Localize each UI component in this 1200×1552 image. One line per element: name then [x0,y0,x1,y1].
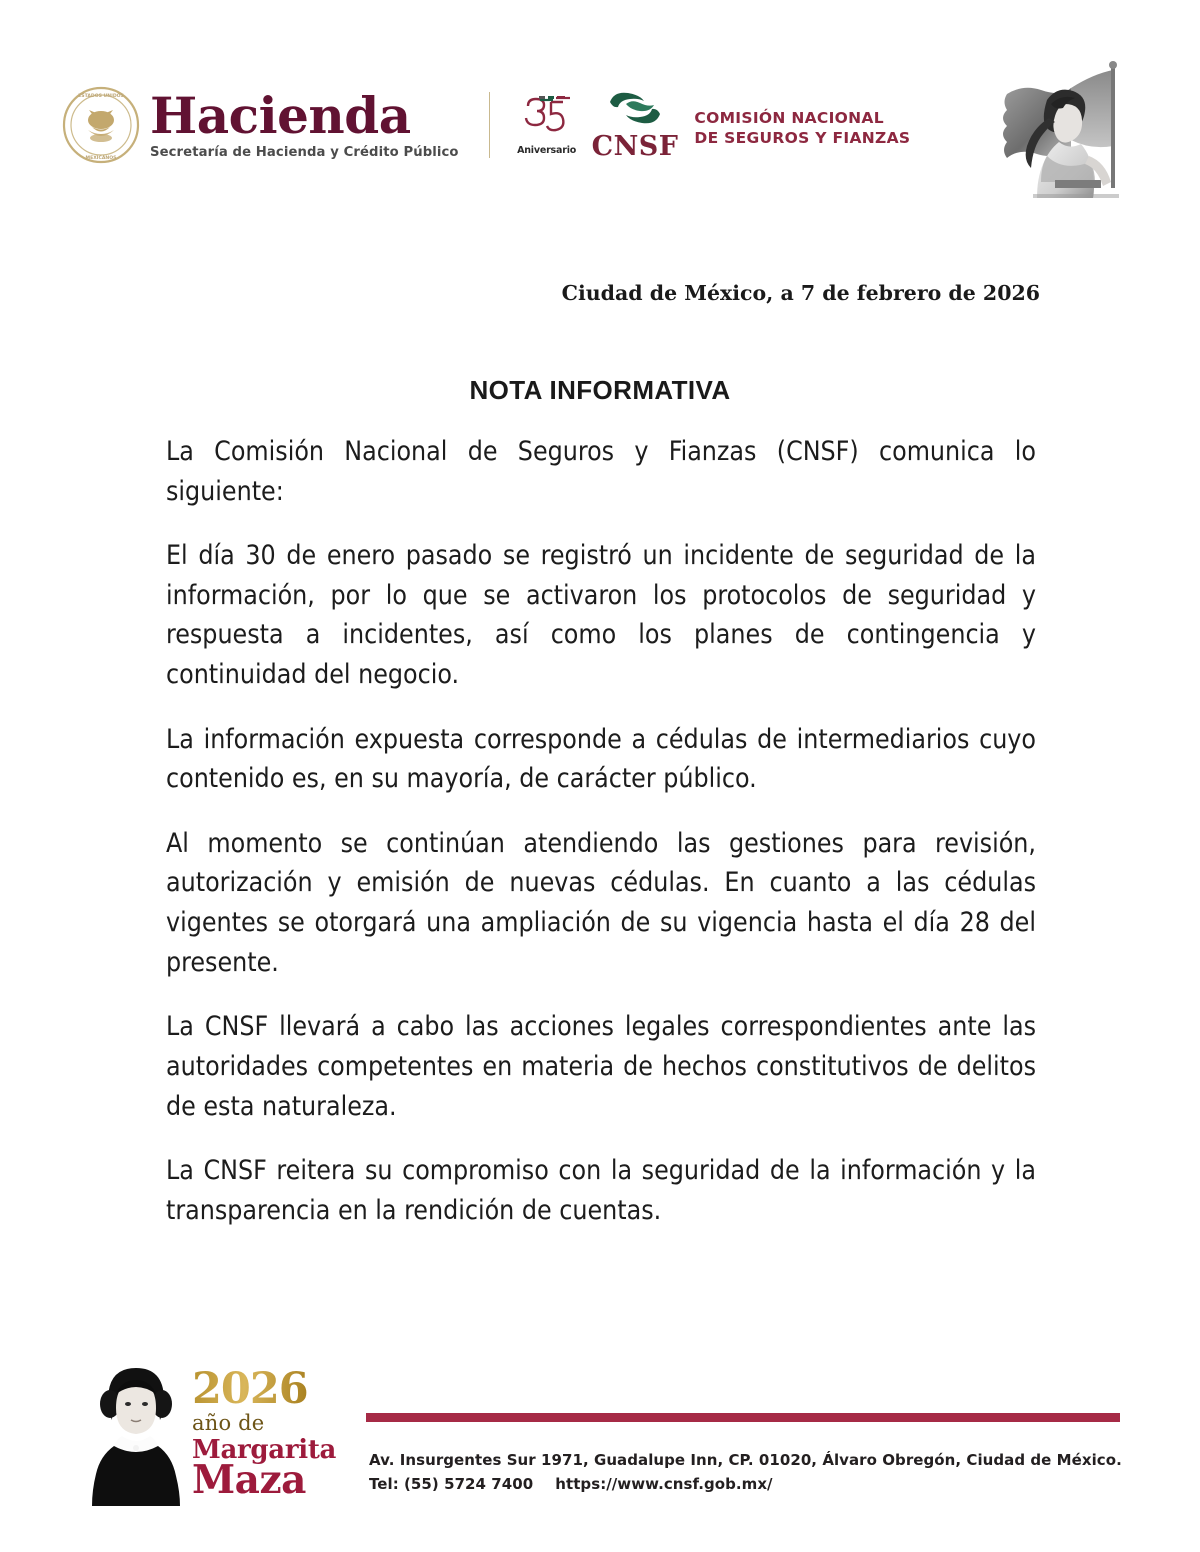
cnsf-interlocking-swoosh-icon [604,88,666,133]
commemorative-name-line2: Maza [192,1457,306,1503]
commemorative-ano-de: año de [192,1411,265,1435]
footer-contact-info [369,1448,1149,1497]
masthead-divider [489,92,490,158]
footer-telephone: Tel: (55) 5724 7400 [369,1475,534,1494]
paragraph: El día 30 de enero pasado se registró un incidente de seguridad de la información, por lo que se activaron los protocolos de seguridad y respuesta a incidentes, así como los planes de contingencia y continuidad del negocio. [166,540,1036,691]
body-copy [166,432,1036,1230]
hacienda-wordmark: Hacienda [150,85,411,145]
hacienda-lockup [150,85,459,160]
cnsf-title [694,101,910,149]
paragraph: La CNSF llevará a cabo las acciones legales correspondientes ante las autoridades competentes en materia de hechos constitutivos de delitos de esta naturaleza. [166,1011,1036,1122]
svg-text:ESTADOS UNIDOS: ESTADOS UNIDOS [78,94,124,99]
margarita-maza-text [192,1356,337,1503]
footer-website-link[interactable]: https://www.cnsf.gob.mx/ [555,1475,773,1494]
dateline: Ciudad de México, a 7 de febrero de 2026 [561,281,1040,305]
page-title: NOTA INFORMATIVA [469,375,731,405]
commemorative-year: 2026 [192,1364,308,1414]
mexican-coat-of-arms-seal-icon [62,86,140,164]
footer-address-line: Av. Insurgentes Sur 1971, Guadalupe Inn, CP. 01020, Álvaro Obregón, Ciudad de México. [369,1451,1122,1469]
hacienda-subtitle: Secretaría de Hacienda y Crédito Público [150,144,459,160]
cnsf-logo-lockup [592,88,679,162]
woman-with-mexican-flag-illustration [985,52,1145,212]
cnsf-title-line2: DE SEGUROS Y FIANZAS [694,129,911,147]
svg-text:MEXICANOS: MEXICANOS [85,156,117,161]
cnsf-acronym: CNSF [591,131,679,162]
paragraph: La Comisión Nacional de Seguros y Fianzas (CNSF) comunica lo siguiente: [166,436,1036,507]
cnsf-title-line1: COMISIÓN NACIONAL [694,109,884,128]
commemorative-name-line1: Margarita [192,1435,337,1465]
paragraph: La información expuesta corresponde a cédulas de intermediarios cuyo contenido es, en su mayoría, de carácter público. [166,723,1036,795]
masthead [62,86,910,164]
anniversary-label: Aniversario [517,145,577,156]
anniversary-mark [516,94,578,156]
footer-divider [366,1413,1120,1422]
paragraph: La CNSF reitera su compromiso con la seguridad de la información y la transparencia en la rendición de cuentas. [166,1155,1036,1226]
paragraph: Al momento se continúan atendiendo las gestiones para revisión, autorización y emisión de nuevas cédulas. En cuanto a las cédulas vigentes se otorgará una ampliación de su vigencia hasta el día 28 del presente. [166,827,1036,978]
margarita-maza-portrait-icon [88,1356,184,1506]
margarita-maza-commemorative-logo [88,1356,337,1511]
anniversary-number-icon [518,94,576,144]
